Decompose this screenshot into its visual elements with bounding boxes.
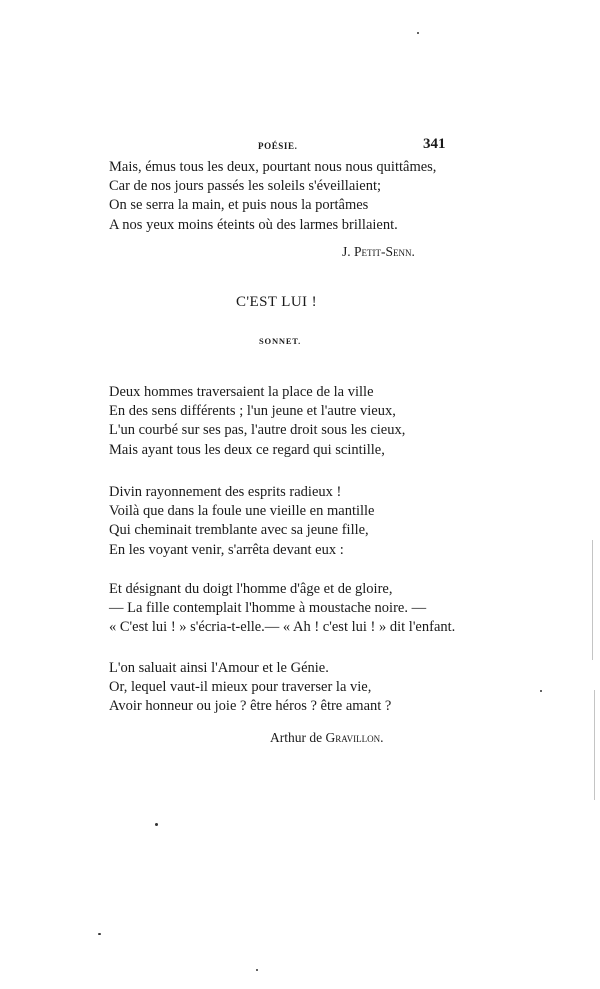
poem-line: Divin rayonnement des esprits radieux !: [109, 484, 342, 500]
poem-line: Et désignant du doigt l'homme d'âge et de gloire,: [109, 581, 393, 597]
poem-line: Voilà que dans la foule une vieille en mantille: [109, 503, 375, 520]
poem-line: L'un courbé sur ses pas, l'autre droit sous les cieux,: [109, 422, 406, 439]
poem-subtitle: SONNET.: [259, 336, 302, 346]
poem-line: En les voyant venir, s'arrêta devant eux :: [109, 541, 344, 558]
poem-title: C'EST LUI !: [236, 294, 317, 310]
poem-line: Mais, émus tous les deux, pourtant nous nous quittâmes,: [109, 159, 437, 175]
poem-line: Avoir honneur ou joie ? être héros ? être amant ?: [109, 698, 392, 715]
signature-surname: etit-Senn.: [361, 244, 415, 259]
page-number: 341: [423, 136, 446, 152]
poem-line: Deux hommes traversaient la place de la ville: [109, 384, 374, 400]
signature-initial: J. P: [342, 244, 362, 259]
poem-line: « C'est lui ! » s'écria-t-elle.— « Ah ! c'est lui ! » dit l'enfant.: [109, 619, 456, 636]
sonnet-stanza-4: [109, 659, 391, 717]
scan-edge-mark: [594, 690, 595, 800]
poem-line: A nos yeux moins éteints où des larmes brillaient.: [109, 216, 398, 233]
poem-line: Or, lequel vaut-il mieux pour traverser la vie,: [109, 679, 372, 696]
poem-line: Qui cheminait tremblante avec sa jeune fille,: [109, 522, 369, 539]
poem-line: Mais ayant tous les deux ce regard qui scintille,: [109, 441, 385, 458]
scan-speck: [155, 823, 158, 826]
sonnet-stanza-1: [109, 383, 405, 460]
scan-speck: [417, 32, 419, 34]
poem1-signature: [342, 244, 415, 260]
sonnet-stanza-2: [109, 483, 375, 560]
poem-line: On se serra la main, et puis nous la portâmes: [109, 197, 369, 214]
poem-line: L'on saluait ainsi l'Amour et le Génie.: [109, 660, 329, 676]
poem-line: En des sens différents ; l'un jeune et l'autre vieux,: [109, 403, 396, 420]
poem-line: Car de nos jours passés les soleils s'éveillaient;: [109, 178, 382, 195]
scan-speck: [540, 690, 542, 692]
running-header: POÉSIE.: [258, 141, 298, 151]
signature-first-name: Arthur de: [270, 730, 326, 745]
poem1-stanza: [109, 158, 436, 235]
scan-speck: [256, 969, 258, 971]
scan-speck: [98, 933, 101, 935]
signature-surname: Gravillon.: [325, 730, 384, 745]
poem2-signature: [270, 730, 383, 746]
sonnet-stanza-3: [109, 580, 455, 638]
poem-line: — La fille contemplait l'homme à moustache noire. —: [109, 600, 427, 617]
scan-edge-mark: [592, 540, 593, 660]
